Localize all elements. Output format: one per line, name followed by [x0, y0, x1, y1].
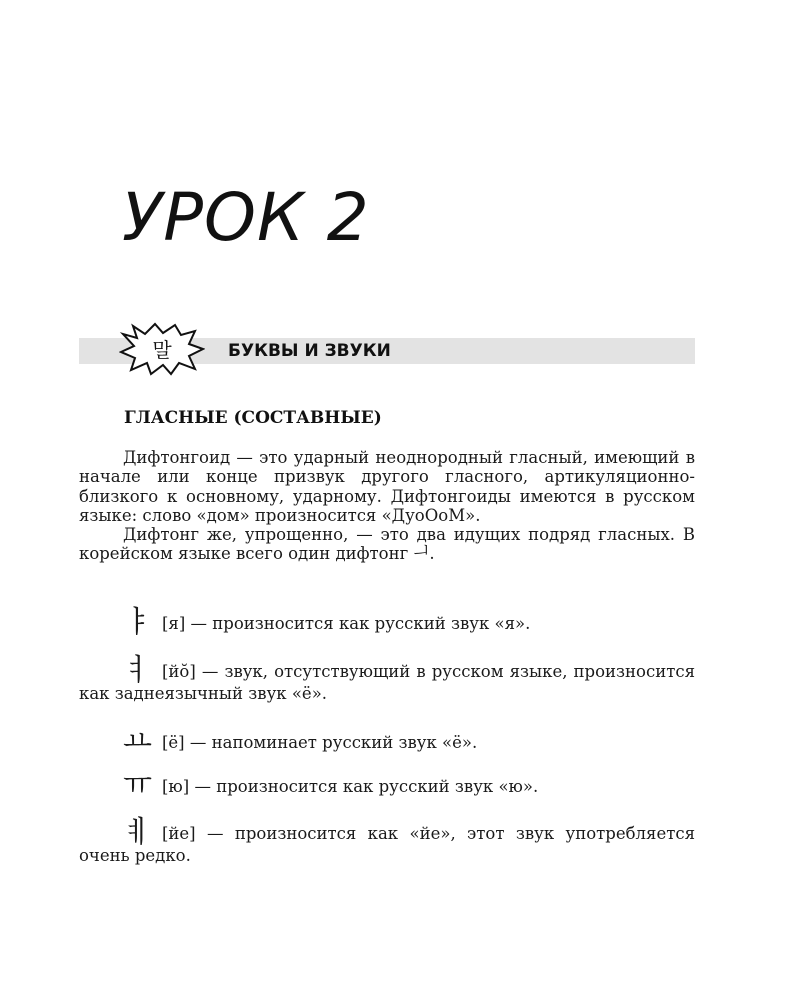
section-title: БУКВЫ И ЗВУКИ: [228, 341, 391, 361]
vowel-description: [йе] — произносится как «йе», этот звук употребляется очень редко.: [79, 824, 695, 865]
vowel-entry: [79, 605, 695, 640]
speech-burst-icon: [119, 322, 205, 376]
vowel-description: [ю] — произносится как русский звук «ю».: [161, 777, 539, 796]
vowel-description: [я] — произносится как русский звук «я».: [161, 614, 531, 633]
hangul-letter: ㅑ: [123, 605, 152, 640]
vowel-description: [йŏ] — звук, отсутствующий в русском языке, произносится как заднеязычный звук «ё».: [79, 662, 695, 703]
hangul-letter: ㅖ: [123, 815, 152, 850]
vowel-entry: [79, 768, 695, 803]
paragraph: Дифтонгоид — это ударный неоднородный гласный, имеющий в начале или конце призвук другого гласного, артикуляционно-близкого к основному, ударному. Дифтонгоиды имеются в русском языке: слово «дом» произносится «ДуоОоМ».: [79, 448, 695, 525]
vowel-entry: [79, 653, 695, 705]
hangul-letter: ㅕ: [123, 653, 152, 688]
hangul-letter: ㅠ: [123, 768, 152, 803]
hangul-letter: ㅛ: [123, 724, 152, 759]
intro-text: [79, 448, 695, 564]
burst-glyph: 말: [152, 338, 172, 362]
vowel-entry: [79, 815, 695, 867]
paragraph: Дифтонг же, упрощенно, — это два идущих подряд гласных. В корейском языке всего один дифтонг ᅴ.: [79, 525, 695, 564]
lesson-title: УРОК 2: [122, 179, 370, 256]
subheading: ГЛАСНЫЕ (СОСТАВНЫЕ): [124, 408, 382, 428]
vowel-description: [ё] — напоминает русский звук «ё».: [161, 733, 478, 752]
vowel-entry: [79, 724, 695, 759]
